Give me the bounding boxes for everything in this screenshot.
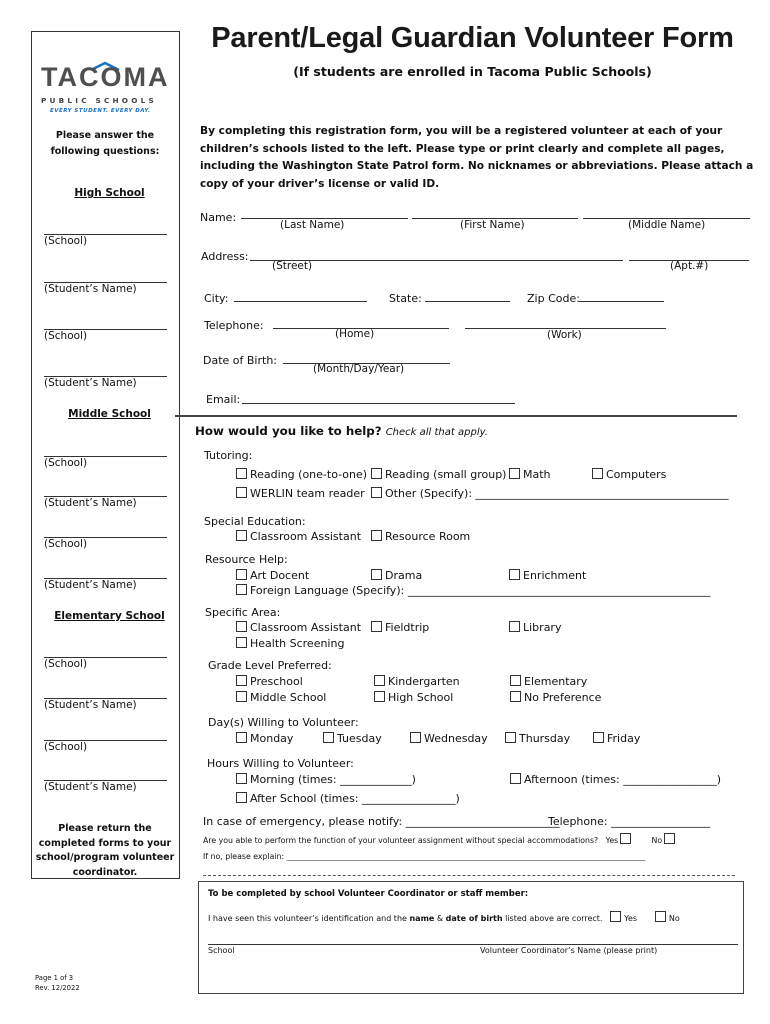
school-label: (School) — [44, 235, 88, 247]
specific-classroom-checkbox[interactable] — [236, 621, 361, 634]
option-label: Reading (one-to-one) — [250, 468, 368, 481]
accommodation-yes-checkbox[interactable] — [606, 836, 635, 845]
explain-field[interactable]: If no, please explain: ____________________________________________________________________________________________ — [203, 852, 646, 861]
help-heading — [195, 424, 488, 438]
accommodation-question — [203, 833, 678, 845]
grade-kindergarten-checkbox[interactable] — [374, 675, 460, 688]
high-school-heading: High School — [74, 187, 145, 199]
telephone-label: Telephone: — [204, 319, 264, 332]
no-label: No — [651, 836, 663, 845]
hours-afternoon-checkbox[interactable] — [510, 773, 721, 786]
option-label: Friday — [607, 732, 641, 745]
dob-caption: (Month/Day/Year) — [313, 363, 405, 375]
zip-field[interactable] — [579, 301, 664, 302]
option-label: High School — [388, 691, 454, 704]
accommodation-no-checkbox[interactable] — [652, 836, 679, 845]
coordinator-statement — [208, 911, 680, 923]
checkbox-icon — [510, 675, 521, 686]
checkbox-icon — [509, 569, 520, 580]
student-label: (Student’s Name) — [44, 699, 137, 711]
checkbox-icon — [371, 530, 382, 541]
checkbox-icon — [374, 691, 385, 702]
option-label: Computers — [606, 468, 667, 481]
checkbox-icon — [610, 911, 621, 922]
accommodation-text: Are you able to perform the function of your volunteer assignment without special accommodations? — [203, 836, 599, 845]
option-label: No Preference — [524, 691, 602, 704]
section-divider — [175, 415, 737, 417]
help-heading-text: How would you like to help? — [195, 424, 382, 438]
option-label: Health Screening — [250, 637, 345, 650]
logo-subtitle: PUBLIC SCHOOLS — [41, 96, 157, 105]
student-label: (Student’s Name) — [44, 377, 137, 389]
option-label: Resource Room — [385, 530, 471, 543]
checkbox-icon — [236, 675, 247, 686]
option-label: Morning (times: _____________) — [250, 773, 416, 786]
checkbox-icon — [371, 468, 382, 479]
checkbox-icon — [664, 833, 675, 844]
sidebar-question: Please answer the following questions: — [50, 130, 160, 157]
option-label: Library — [523, 621, 562, 634]
emergency-telephone-field[interactable]: Telephone: __________________ — [548, 815, 711, 828]
option-label: Classroom Assistant — [250, 530, 362, 543]
zip-label: Zip Code: — [527, 292, 580, 305]
logo-tagline: EVERY STUDENT. EVERY DAY. — [50, 108, 151, 114]
return-note: Please return the completed forms to your school/program volunteer coordinator. — [35, 823, 175, 878]
school-label: (School) — [44, 538, 88, 550]
logo-wordmark: TACOMA — [41, 62, 170, 92]
student-label: (Student’s Name) — [44, 283, 137, 295]
grade-level-label: Grade Level Preferred: — [208, 659, 332, 672]
option-label: Preschool — [250, 675, 303, 688]
dob-label: Date of Birth: — [203, 354, 278, 367]
option-label: Elementary — [524, 675, 588, 688]
option-label: Drama — [385, 569, 423, 582]
home-caption: (Home) — [335, 328, 375, 340]
student-label: (Student’s Name) — [44, 497, 137, 509]
special-classroom-checkbox[interactable] — [236, 530, 361, 543]
tutor-werlin-checkbox[interactable] — [236, 487, 365, 500]
checkbox-icon — [236, 637, 247, 648]
checkbox-icon — [323, 732, 334, 743]
grade-elementary-checkbox[interactable] — [510, 675, 587, 688]
checkbox-icon — [236, 487, 247, 498]
option-label: Foreign Language (Specify): _______________________________________________________ — [250, 584, 711, 597]
checkbox-icon — [509, 468, 520, 479]
day-wednesday-checkbox[interactable] — [410, 732, 488, 745]
option-label: Kindergarten — [388, 675, 460, 688]
checkbox-icon — [236, 468, 247, 479]
school-caption: School — [208, 946, 235, 955]
school-label: (School) — [44, 330, 88, 342]
option-label: Monday — [250, 732, 294, 745]
specific-area-label: Specific Area: — [205, 606, 281, 619]
day-monday-checkbox[interactable] — [236, 732, 293, 745]
last-name-caption: (Last Name) — [280, 219, 345, 231]
grade-high-school-checkbox[interactable] — [374, 691, 453, 704]
statement-dob: date of birth — [445, 914, 503, 923]
page-label: Page 1 of 3 — [35, 974, 74, 982]
grade-preschool-checkbox[interactable] — [236, 675, 303, 688]
checkbox-icon — [236, 691, 247, 702]
option-label: Tuesday — [337, 732, 382, 745]
day-tuesday-checkbox[interactable] — [323, 732, 382, 745]
school-label: (School) — [44, 658, 88, 670]
option-label: Fieldtrip — [385, 621, 430, 634]
option-label: Classroom Assistant — [250, 621, 362, 634]
checkbox-icon — [371, 487, 382, 498]
emergency-contact-field[interactable]: In case of emergency, please notify: ____________________________ — [203, 815, 560, 828]
apt-caption: (Apt.#) — [670, 260, 709, 272]
first-name-caption: (First Name) — [460, 219, 525, 231]
middle-name-caption: (Middle Name) — [628, 219, 706, 231]
resource-art-docent-checkbox[interactable] — [236, 569, 309, 582]
city-field[interactable] — [234, 301, 367, 302]
intro-paragraph: By completing this registration form, you will be a registered volunteer at each of your children’s schools listed to the left. Please type or print clearly and complete all pages, including the Washington State Patrol form. No nicknames or abbreviations. Please attach a copy of your driver’s license or valid ID. — [200, 125, 754, 190]
checkbox-icon — [236, 732, 247, 743]
explain-line[interactable] — [203, 875, 735, 876]
option-label: Wednesday — [424, 732, 488, 745]
day-thursday-checkbox[interactable] — [505, 732, 570, 745]
specific-library-checkbox[interactable] — [509, 621, 561, 634]
tutor-computers-checkbox[interactable] — [592, 468, 666, 481]
special-resource-room-checkbox[interactable] — [371, 530, 470, 543]
option-label: Afternoon (times: _________________) — [524, 773, 721, 786]
school-label: (School) — [44, 741, 88, 753]
page-number — [35, 973, 80, 993]
school-label: (School) — [44, 457, 88, 469]
statement-part: listed above are correct. — [502, 914, 603, 923]
option-label: WERLIN team reader — [250, 487, 365, 500]
option-label: Middle School — [250, 691, 327, 704]
tutor-reading-one-checkbox[interactable] — [236, 468, 367, 481]
checkbox-icon — [510, 773, 521, 784]
statement-name: name — [409, 914, 435, 923]
state-label: State: — [389, 292, 422, 305]
middle-school-heading: Middle School — [68, 408, 151, 420]
revision-label: Rev. 12/2022 — [35, 984, 80, 992]
checkbox-icon — [510, 691, 521, 702]
email-label: Email: — [206, 393, 241, 406]
elementary-school-heading: Elementary School — [54, 610, 165, 622]
checkbox-icon — [620, 833, 631, 844]
option-label: Other (Specify): ______________________________________________ — [385, 487, 729, 500]
street-caption: (Street) — [272, 260, 313, 272]
checkbox-icon — [236, 584, 247, 595]
work-caption: (Work) — [547, 329, 582, 341]
yes-label: Yes — [624, 914, 638, 923]
signature-line[interactable] — [208, 944, 738, 945]
resource-help-label: Resource Help: — [205, 553, 288, 566]
checkbox-icon — [236, 773, 247, 784]
day-friday-checkbox[interactable] — [593, 732, 640, 745]
checkbox-icon — [655, 911, 666, 922]
page-title: Parent/Legal Guardian Volunteer Form — [211, 22, 734, 54]
grade-middle-school-checkbox[interactable] — [236, 691, 326, 704]
checkbox-icon — [592, 468, 603, 479]
checkbox-icon — [236, 530, 247, 541]
yes-label: Yes — [605, 836, 619, 845]
tutor-math-checkbox[interactable] — [509, 468, 551, 481]
option-label: After School (times: _________________) — [250, 792, 460, 805]
coordinator-yes-checkbox[interactable] — [610, 914, 637, 923]
coordinator-name-caption: Volunteer Coordinator’s Name (please print) — [480, 946, 658, 955]
resource-drama-checkbox[interactable] — [371, 569, 422, 582]
checkbox-icon — [374, 675, 385, 686]
student-label: (Student’s Name) — [44, 579, 137, 591]
checkbox-icon — [410, 732, 421, 743]
checkbox-icon — [236, 792, 247, 803]
option-label: Math — [523, 468, 551, 481]
resource-enrichment-checkbox[interactable] — [509, 569, 586, 582]
help-hint: Check all that apply. — [385, 427, 488, 438]
address-label: Address: — [201, 250, 249, 263]
coordinator-heading: To be completed by school Volunteer Coordinator or staff member: — [208, 889, 529, 899]
special-ed-label: Special Education: — [204, 515, 306, 528]
page-subtitle: (If students are enrolled in Tacoma Public Schools) — [293, 64, 652, 79]
coordinator-no-checkbox[interactable] — [655, 914, 680, 923]
checkbox-icon — [509, 621, 520, 632]
tutoring-label: Tutoring: — [204, 449, 253, 462]
city-label: City: — [204, 292, 229, 305]
name-label: Name: — [200, 211, 237, 224]
email-field[interactable] — [242, 403, 515, 404]
hours-morning-checkbox[interactable] — [236, 773, 416, 786]
option-label: Thursday — [519, 732, 571, 745]
checkbox-icon — [505, 732, 516, 743]
no-label: No — [668, 914, 680, 923]
resource-foreign-language-checkbox[interactable] — [236, 584, 710, 597]
days-label: Day(s) Willing to Volunteer: — [208, 716, 359, 729]
option-label: Art Docent — [250, 569, 310, 582]
student-label: (Student’s Name) — [44, 781, 137, 793]
hours-label: Hours Willing to Volunteer: — [207, 757, 354, 770]
tutor-other-checkbox[interactable] — [371, 487, 729, 500]
tutor-reading-group-checkbox[interactable] — [371, 468, 506, 481]
specific-fieldtrip-checkbox[interactable] — [371, 621, 429, 634]
state-field[interactable] — [425, 301, 510, 302]
checkbox-icon — [236, 569, 247, 580]
statement-part: I have seen this volunteer’s identification and the — [208, 914, 410, 923]
option-label: Enrichment — [523, 569, 587, 582]
checkbox-icon — [371, 569, 382, 580]
specific-health-screening-checkbox[interactable] — [236, 637, 344, 650]
checkbox-icon — [236, 621, 247, 632]
statement-amp: & — [434, 914, 446, 923]
option-label: Reading (small group) — [385, 468, 507, 481]
hours-after-school-checkbox[interactable] — [236, 792, 460, 805]
grade-no-preference-checkbox[interactable] — [510, 691, 601, 704]
checkbox-icon — [593, 732, 604, 743]
checkbox-icon — [371, 621, 382, 632]
